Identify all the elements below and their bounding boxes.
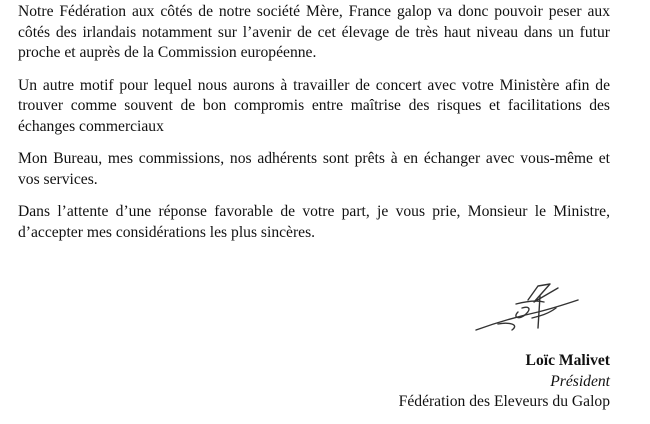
paragraph-1: Notre Fédération aux côtés de notre société Mère, France galop va donc pouvoir peser aux côtés des irlandais notamment sur l’avenir de cet élevage de très haut niveau dans un futur proche et auprès de la Commission européenne. [18, 3, 610, 61]
signature-block [399, 351, 610, 413]
paragraph-3: Mon Bureau, mes commissions, nos adhérents sont prêts à en échanger avec vous-même et vos services. [18, 150, 610, 188]
signatory-organization: Fédération des Eleveurs du Galop [398, 393, 610, 410]
paragraph-4: Dans l’attente d’une réponse favorable de votre part, je vous prie, Monsieur le Ministre, d’accepter mes considérations les plus sincères. [18, 203, 610, 241]
handwritten-signature [468, 278, 586, 344]
paragraph-2: Un autre motif pour lequel nous aurons à travailler de concert avec votre Ministère afin de trouver comme souvent de bon compromis entre maîtrise des risques et facilitations des échanges commerciaux [18, 76, 610, 135]
signatory-title: Président [550, 372, 610, 390]
signatory-name: Loïc Malivet [525, 352, 610, 369]
letter-body [18, 2, 610, 255]
